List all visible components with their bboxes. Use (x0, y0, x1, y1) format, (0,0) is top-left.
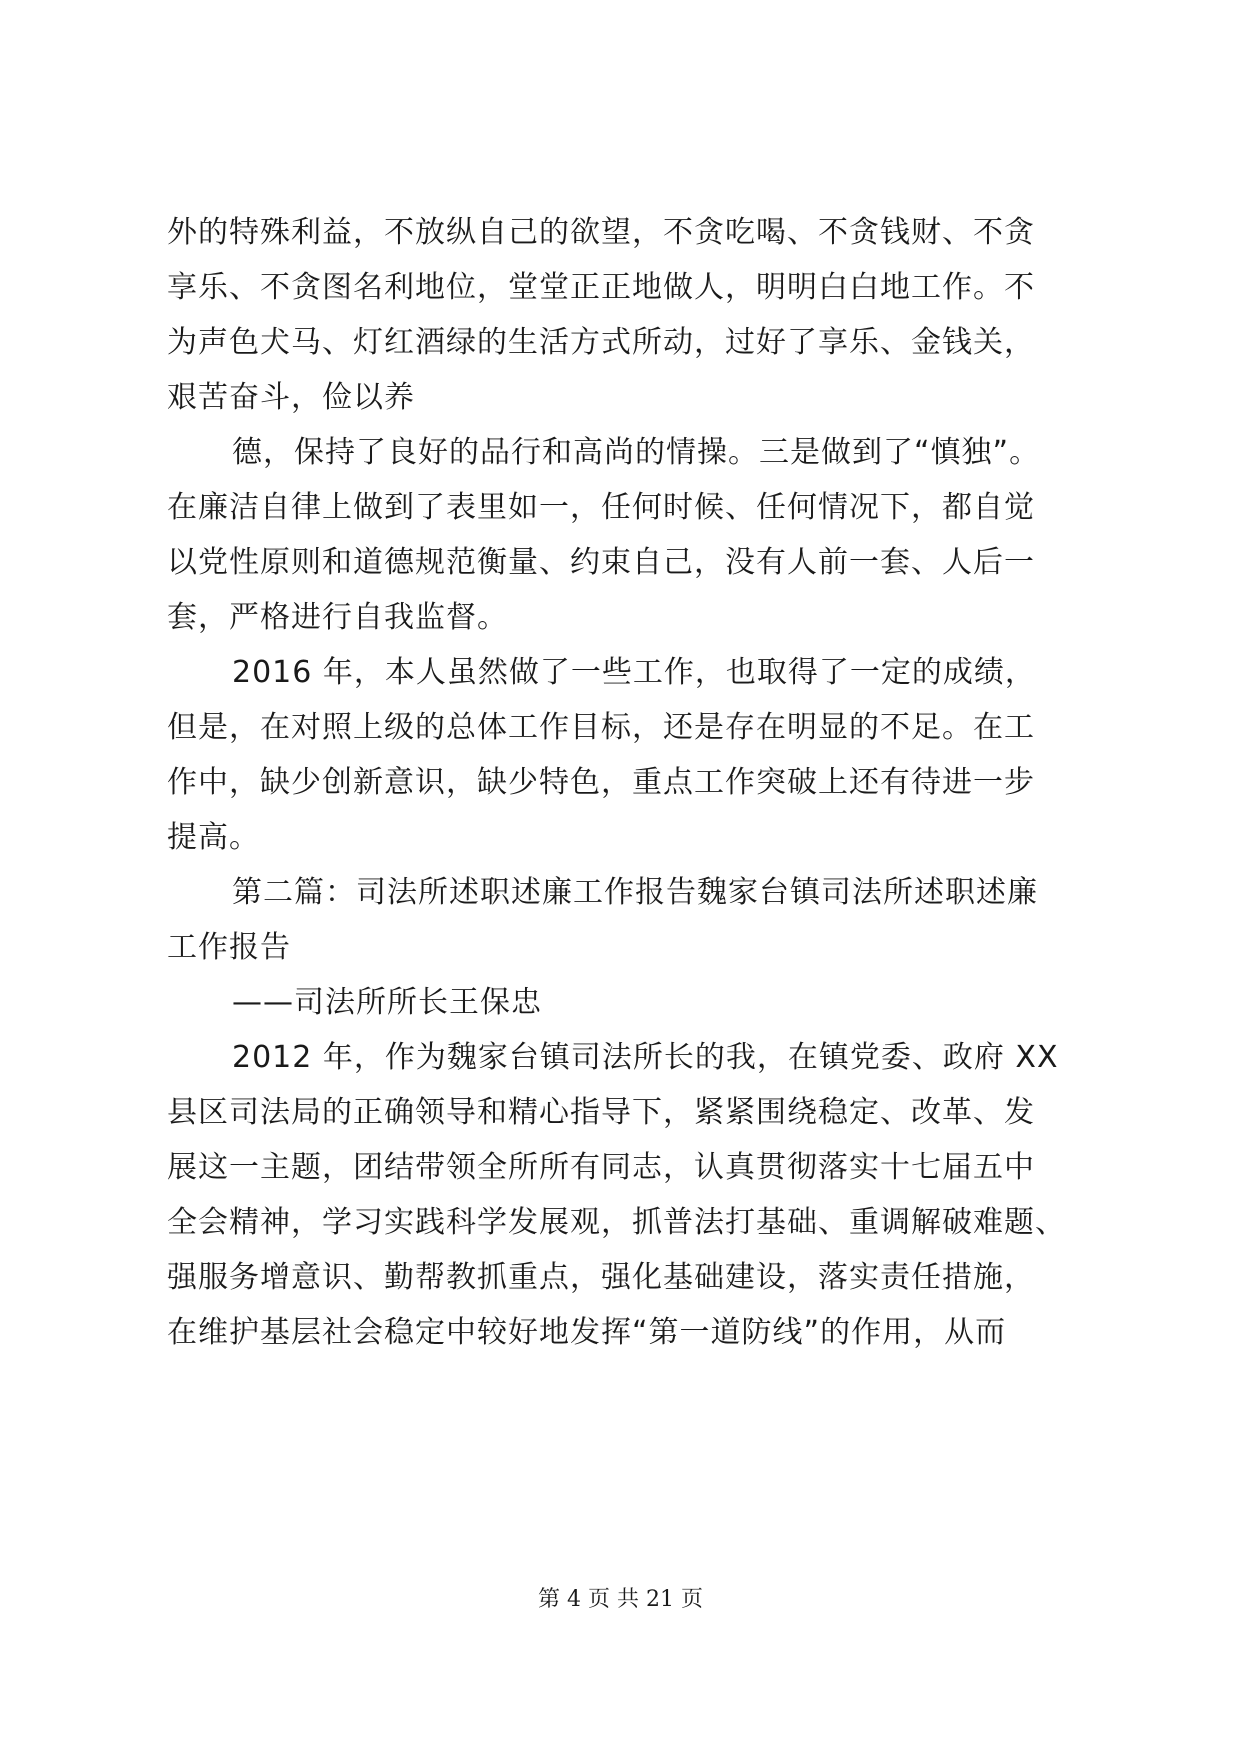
text-line: 外的特殊利益，不放纵自己的欲望，不贪吃喝、不贪钱财、不贪 (167, 215, 1035, 250)
text-line: 展这一主题，团结带领全所所有同志，认真贯彻落实十七届五中 (167, 1150, 1035, 1185)
author-line: ——司法所所长王保忠 (232, 985, 542, 1020)
text-line: 全会精神，学习实践科学发展观，抓普法打基础、重调解破难题、 (167, 1205, 1066, 1240)
text-line: 以党性原则和道德规范衡量、约束自己，没有人前一套、人后一 (167, 545, 1035, 580)
text-line: 为声色犬马、灯红酒绿的生活方式所动，过好了享乐、金钱关， (167, 325, 1035, 360)
paragraph-start: 2016 年，本人虽然做了一些工作，也取得了一定的成绩， (232, 655, 1036, 690)
text-line: 但是，在对照上级的总体工作目标，还是存在明显的不足。在工 (167, 710, 1035, 745)
paragraph-start: 德，保持了良好的品行和高尚的情操。三是做到了“慎独”。 (232, 435, 1041, 470)
text-line: 强服务增意识、勤帮教抓重点，强化基础建设，落实责任措施， (167, 1260, 1035, 1295)
text-line: 在维护基层社会稳定中较好地发挥“第一道防线”的作用，从而 (167, 1315, 1007, 1350)
text-line: 艰苦奋斗，俭以养 (167, 380, 415, 415)
text-line: 套，严格进行自我监督。 (167, 600, 508, 635)
text-line: 作中，缺少创新意识，缺少特色，重点工作突破上还有待进一步 (167, 765, 1035, 800)
section-heading-cont: 工作报告 (167, 930, 291, 965)
text-line: 县区司法局的正确领导和精心指导下，紧紧围绕稳定、改革、发 (167, 1095, 1035, 1130)
section-heading: 第二篇：司法所述职述廉工作报告魏家台镇司法所述职述廉 (232, 875, 1038, 910)
text-line: 享乐、不贪图名利地位，堂堂正正地做人，明明白白地工作。不 (167, 270, 1035, 305)
text-line: 提高。 (167, 820, 260, 855)
page-footer: 第 4 页 共 21 页 (538, 1587, 703, 1612)
text-line: 在廉洁自律上做到了表里如一，任何时候、任何情况下，都自觉 (167, 490, 1035, 525)
paragraph-start: 2012 年，作为魏家台镇司法所长的我，在镇党委、政府 XX (232, 1040, 1059, 1075)
